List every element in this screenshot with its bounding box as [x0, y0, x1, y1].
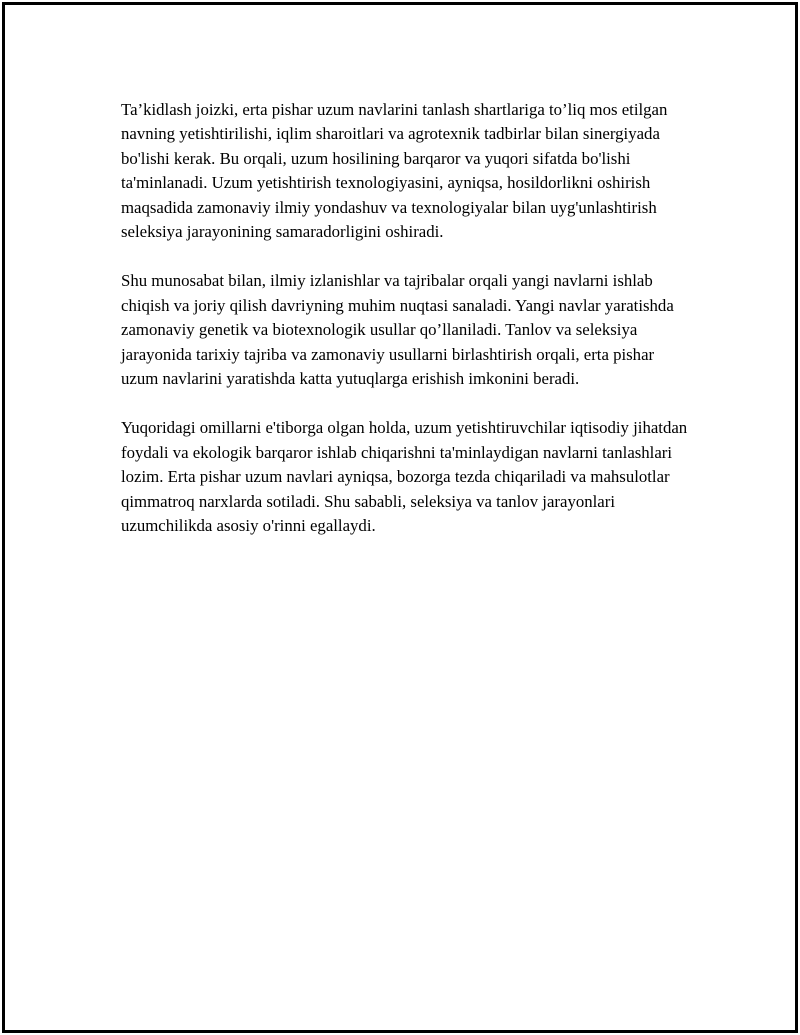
paragraph-1: Ta’kidlash joizki, erta pishar uzum navlarini tanlash shartlariga to’liq mos etilgan navning yetishtirilishi, iqlim sharoitlari va agrotexnik tadbirlar bilan sinergiyada bo'lishi kerak. Bu orqali, uzum hosilining barqaror va yuqori sifatda bo'lishi ta'minlanadi. Uzum yetishtirish texnologiyasini, ayniqsa, hosildorlikni oshirish maqsadida zamonaviy ilmiy yondashuv va texnologiyalar bilan uyg'unlashtirish seleksiya jarayonining samaradorligini oshiradi. [121, 100, 668, 242]
paragraph-3: Yuqoridagi omillarni e'tiborga olgan holda, uzum yetishtiruvchilar iqtisodiy jihatdan foydali va ekologik barqaror ishlab chiqarishni ta'minlaydigan navlarni tanlashlari lozim. Erta pishar uzum navlari ayniqsa, bozorga tezda chiqariladi va mahsulotlar qimmatroq narxlarda sotiladi. Shu sababli, seleksiya va tanlov jarayonlari uzumchilikda asosiy o'rinni egallaydi. [121, 418, 688, 536]
page-border [2, 2, 798, 1033]
paragraph-2: Shu munosabat bilan, ilmiy izlanishlar va tajribalar orqali yangi navlarni ishlab chiqish va joriy qilish davriyning muhim nuqtasi sanaladi. Yangi navlar yaratishda zamonaviy genetik va biotexnologik usullar qo’llaniladi. Tanlov va seleksiya jarayonida tarixiy tajriba va zamonaviy usullarni birlashtirish orqali, erta pishar uzum navlarini yaratishda katta yutuqlarga erishish imkonini beradi. [121, 271, 674, 389]
document-body [121, 98, 691, 564]
